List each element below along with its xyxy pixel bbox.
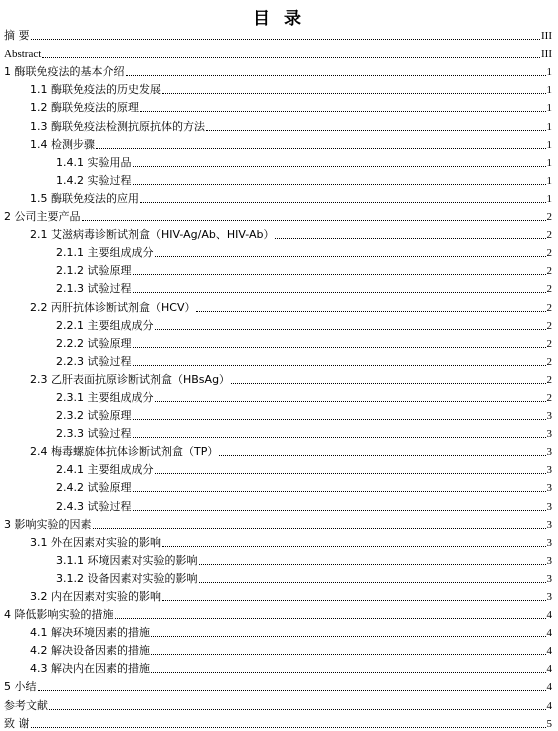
toc-dot-leader (206, 130, 546, 131)
toc-dot-leader (133, 419, 546, 420)
toc-entry[interactable] (0, 676, 558, 694)
toc-entry[interactable] (0, 713, 558, 731)
toc-page-number: 3 (546, 590, 558, 604)
toc-page-number: 2 (546, 337, 558, 351)
toc-page-number: 1 (546, 174, 558, 188)
toc-entry-label: 1.2 酶联免疫法的原理 (30, 101, 140, 115)
toc-entry-label: 1.3 酶联免疫法检测抗原抗体的方法 (30, 120, 206, 134)
toc-entry[interactable] (0, 188, 558, 206)
toc-page-number: 2 (546, 246, 558, 260)
toc-entry[interactable] (0, 532, 558, 550)
toc-page-number: 1 (546, 120, 558, 134)
toc-dot-leader (162, 546, 546, 547)
toc-page-number: 1 (546, 192, 558, 206)
toc-entry[interactable] (0, 224, 558, 242)
toc-entry[interactable] (0, 25, 558, 43)
toc-dot-leader (162, 600, 546, 601)
toc-entry-label: 2.1.1 主要组成成分 (56, 246, 155, 260)
toc-dot-leader (49, 709, 546, 710)
toc-entry-label: 2.3 乙肝表面抗原诊断试剂盒（HBsAg） (30, 373, 231, 387)
toc-entry-label: 1.4.2 实验过程 (56, 174, 133, 188)
toc-page-number: 4 (546, 699, 558, 713)
toc-entry-label: 3.1 外在因素对实验的影响 (30, 536, 162, 550)
toc-dot-leader (133, 491, 546, 492)
toc-entry-label: 2 公司主要产品 (4, 210, 82, 224)
toc-dot-leader (155, 401, 546, 402)
table-of-contents (0, 25, 558, 731)
toc-dot-leader (133, 166, 546, 167)
toc-entry-label: 摘 要 (4, 29, 31, 43)
toc-dot-leader (199, 564, 546, 565)
toc-dot-leader (151, 654, 546, 655)
toc-entry[interactable] (0, 459, 558, 477)
toc-entry[interactable] (0, 351, 558, 369)
toc-dot-leader (151, 636, 546, 637)
toc-dot-leader (82, 220, 546, 221)
toc-entry-label: 致 谢 (4, 717, 31, 731)
toc-entry-label: 1.4 检测步骤 (30, 138, 96, 152)
toc-page-number: III (540, 47, 558, 61)
toc-entry[interactable] (0, 43, 558, 61)
toc-page-number: 4 (546, 680, 558, 694)
toc-dot-leader (196, 311, 545, 312)
toc-entry[interactable] (0, 152, 558, 170)
toc-entry-label: 2.1 艾滋病毒诊断试剂盒（HIV-Ag/Ab、HIV-Ab） (30, 228, 275, 242)
toc-entry-label: 2.4.2 试验原理 (56, 481, 133, 495)
toc-dot-leader (162, 93, 546, 94)
toc-entry[interactable] (0, 586, 558, 604)
toc-entry[interactable] (0, 694, 558, 712)
toc-entry[interactable] (0, 206, 558, 224)
toc-entry[interactable] (0, 550, 558, 568)
toc-entry-label: 3.1.1 环境因素对实验的影响 (56, 554, 199, 568)
toc-dot-leader (133, 510, 546, 511)
toc-entry-label: 3.1.2 设备因素对实验的影响 (56, 572, 199, 586)
toc-page-number: 3 (546, 445, 558, 459)
toc-entry-label: 1.1 酶联免疫法的历史发展 (30, 83, 162, 97)
toc-page-number: 3 (546, 518, 558, 532)
toc-dot-leader (219, 455, 545, 456)
toc-dot-leader (96, 148, 546, 149)
toc-page-number: 3 (546, 463, 558, 477)
toc-page-number: 3 (546, 427, 558, 441)
toc-entry-label: 2.2 丙肝抗体诊断试剂盒（HCV） (30, 301, 196, 315)
toc-entry-label: 4.1 解决环境因素的措施 (30, 626, 151, 640)
toc-page-number: 2 (546, 373, 558, 387)
toc-entry-label: 4.3 解决内在因素的措施 (30, 662, 151, 676)
toc-entry[interactable] (0, 115, 558, 133)
toc-dot-leader (133, 437, 546, 438)
toc-entry-label: 2.1.2 试验原理 (56, 264, 133, 278)
toc-page-number: 2 (546, 301, 558, 315)
toc-entry[interactable] (0, 423, 558, 441)
toc-entry-label: 1.4.1 实验用品 (56, 156, 133, 170)
toc-dot-leader (151, 672, 546, 673)
toc-entry-label: 2.2.3 试验过程 (56, 355, 133, 369)
toc-entry-label: 2.4.3 试验过程 (56, 500, 133, 514)
toc-dot-leader (133, 347, 546, 348)
toc-entry[interactable] (0, 514, 558, 532)
toc-dot-leader (140, 202, 546, 203)
toc-entry[interactable] (0, 134, 558, 152)
toc-entry[interactable] (0, 441, 558, 459)
toc-dot-leader (38, 690, 546, 691)
toc-dot-leader (133, 184, 546, 185)
toc-page-number: 1 (546, 156, 558, 170)
toc-entry-label: 1 酶联免疫法的基本介绍 (4, 65, 126, 79)
toc-entry[interactable] (0, 405, 558, 423)
toc-page-number: 1 (546, 83, 558, 97)
toc-dot-leader (93, 528, 546, 529)
toc-dot-leader (199, 582, 546, 583)
toc-entry[interactable] (0, 369, 558, 387)
toc-entry-label: 2.4.1 主要组成成分 (56, 463, 155, 477)
toc-entry[interactable] (0, 79, 558, 97)
toc-page-number: 2 (546, 319, 558, 333)
toc-dot-leader (126, 75, 546, 76)
toc-entry[interactable] (0, 568, 558, 586)
toc-entry-label: 5 小结 (4, 680, 38, 694)
toc-page-number: 4 (546, 626, 558, 640)
toc-entry-label: 2.3.2 试验原理 (56, 409, 133, 423)
toc-entry[interactable] (0, 640, 558, 658)
toc-page-number: 2 (546, 264, 558, 278)
toc-page-number: 2 (546, 282, 558, 296)
toc-entry-label: 2.3.1 主要组成成分 (56, 391, 155, 405)
toc-dot-leader (155, 256, 546, 257)
toc-dot-leader (115, 618, 546, 619)
toc-dot-leader (133, 365, 546, 366)
toc-entry-label: 2.3.3 试验过程 (56, 427, 133, 441)
toc-page-number: 5 (546, 717, 558, 731)
toc-dot-leader (140, 111, 546, 112)
toc-entry-label: 2.2.2 试验原理 (56, 337, 133, 351)
toc-dot-leader (31, 39, 541, 40)
toc-page-number: 1 (546, 65, 558, 79)
toc-entry[interactable] (0, 658, 558, 676)
toc-entry[interactable] (0, 296, 558, 314)
toc-page-number: 4 (546, 644, 558, 658)
toc-page-number: 1 (546, 101, 558, 115)
toc-page-number: 3 (546, 536, 558, 550)
toc-page-number: 3 (546, 500, 558, 514)
toc-page-number: 3 (546, 409, 558, 423)
toc-dot-leader (31, 727, 546, 728)
toc-entry[interactable] (0, 242, 558, 260)
toc-entry[interactable] (0, 333, 558, 351)
toc-entry-label: 参考文献 (4, 699, 49, 713)
toc-page-number: III (540, 29, 558, 43)
toc-page-number: 4 (546, 608, 558, 622)
toc-page-number: 2 (546, 228, 558, 242)
toc-dot-leader (133, 292, 546, 293)
toc-dot-leader (275, 238, 545, 239)
toc-entry-label: 2.4 梅毒螺旋体抗体诊断试剂盒（TP） (30, 445, 219, 459)
toc-page-number: 3 (546, 481, 558, 495)
toc-page-number: 2 (546, 210, 558, 224)
toc-entry[interactable] (0, 604, 558, 622)
toc-page-number: 2 (546, 391, 558, 405)
toc-entry[interactable] (0, 260, 558, 278)
page-title: 目 录 (0, 4, 558, 29)
toc-entry-label: 4 降低影响实验的措施 (4, 608, 115, 622)
toc-entry[interactable] (0, 495, 558, 513)
toc-dot-leader (231, 383, 545, 384)
toc-entry[interactable] (0, 622, 558, 640)
toc-page-number: 3 (546, 572, 558, 586)
toc-dot-leader (42, 57, 540, 58)
toc-entry[interactable] (0, 61, 558, 79)
toc-page-number: 2 (546, 355, 558, 369)
toc-entry-label: 3 影响实验的因素 (4, 518, 93, 532)
toc-page-number: 3 (546, 554, 558, 568)
toc-entry[interactable] (0, 278, 558, 296)
toc-entry[interactable] (0, 315, 558, 333)
toc-entry-label: Abstract (4, 47, 42, 61)
toc-entry[interactable] (0, 170, 558, 188)
toc-entry-label: 4.2 解决设备因素的措施 (30, 644, 151, 658)
toc-entry[interactable] (0, 97, 558, 115)
toc-dot-leader (155, 473, 546, 474)
toc-entry[interactable] (0, 477, 558, 495)
toc-page-number: 1 (546, 138, 558, 152)
toc-entry-label: 1.5 酶联免疫法的应用 (30, 192, 140, 206)
toc-entry-label: 2.2.1 主要组成成分 (56, 319, 155, 333)
toc-page-number: 4 (546, 662, 558, 676)
toc-dot-leader (133, 274, 546, 275)
toc-entry-label: 3.2 内在因素对实验的影响 (30, 590, 162, 604)
toc-entry-label: 2.1.3 试验过程 (56, 282, 133, 296)
toc-entry[interactable] (0, 387, 558, 405)
toc-dot-leader (155, 329, 546, 330)
